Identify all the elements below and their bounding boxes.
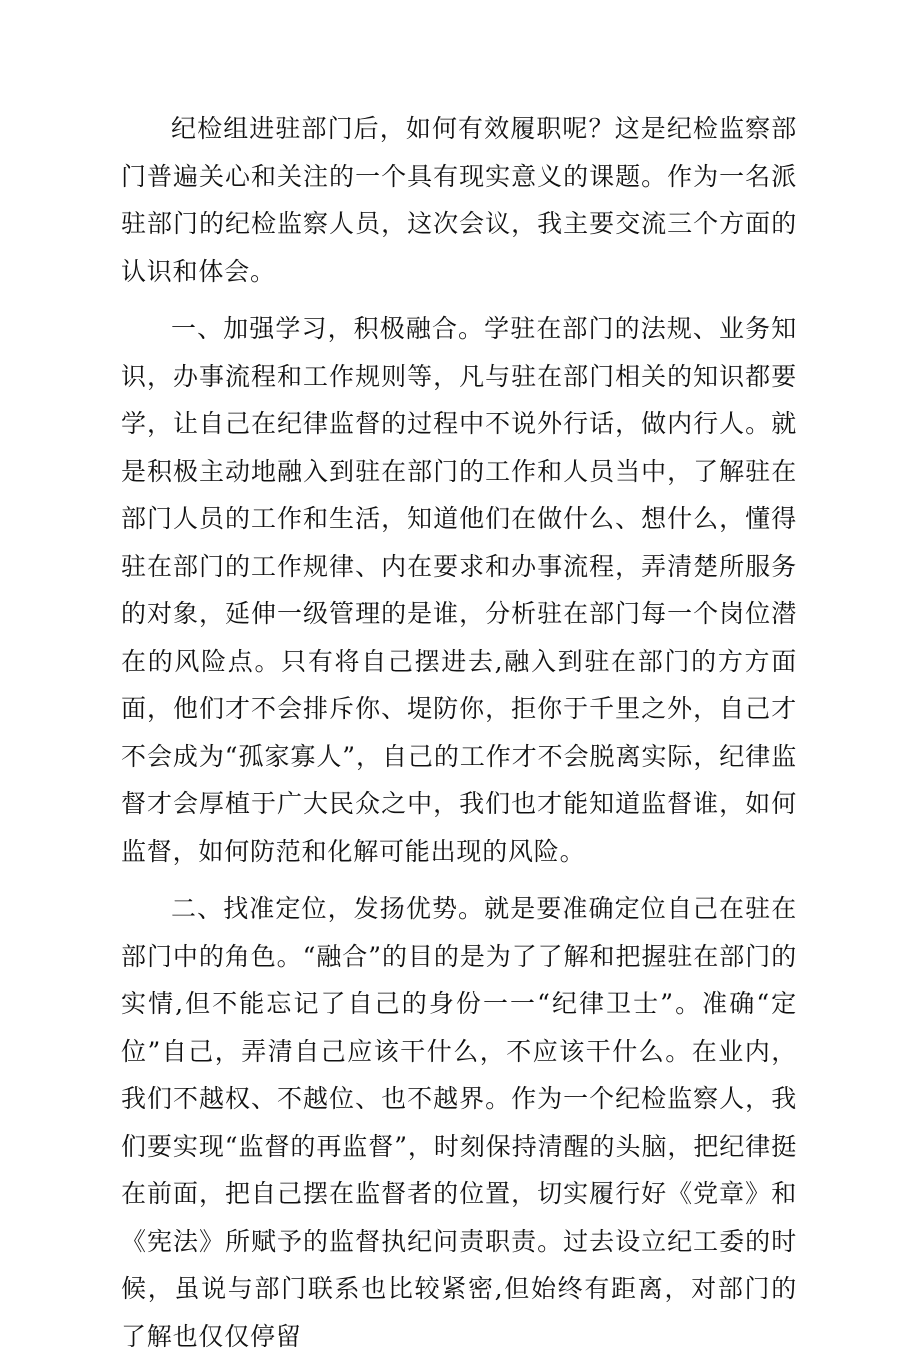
- document-body: [121, 105, 797, 1370]
- paragraph-section-two: 二、找准定位，发扬优势。就是要准确定位自己在驻在部门中的角色。“融合”的目的是为了了解和把握驻在部门的实情,但不能忘记了自己的身份一一“纪律卫士”。准确“定位”自己，弄清自己应该干什么，不应该干什么。在业内，我们不越权、不越位、也不越界。作为一个纪检监察人，我们要实现“监督的再监督”，时刻保持清醒的头脑，把纪律挺在前面，把自己摆在监督者的位置，切实履行好《党章》和《宪法》所赋予的监督执纪问责职责。过去设立纪工委的时候，虽说与部门联系也比较紧密,但始终有距离，对部门的了解也仅仅停留: [121, 894, 797, 1351]
- paragraph-intro: 纪检组进驻部门后，如何有效履职呢？这是纪检监察部门普遍关心和关注的一个具有现实意义的课题。作为一名派驻部门的纪检监察人员，这次会议，我主要交流三个方面的认识和体会。: [121, 114, 797, 286]
- paragraph-section-one: 一、加强学习，积极融合。学驻在部门的法规、业务知识，办事流程和工作规则等，凡与驻在部门相关的知识都要学，让自己在纪律监督的过程中不说外行话，做内行人。就是积极主动地融入到驻在部门的工作和人员当中，了解驻在部门人员的工作和生活，知道他们在做什么、想什么，懂得驻在部门的工作规律、内在要求和办事流程，弄清楚所服务的对象，延伸一级管理的是谁，分析驻在部门每一个岗位潜在的风险点。只有将自己摆进去,融入到驻在部门的方方面面，他们才不会排斥你、堤防你，拒你于千里之外，自己才不会成为“孤家寡人”，自己的工作才不会脱离实际，纪律监督才会厚植于广大民众之中，我们也才能知道监督谁，如何监督，如何防范和化解可能出现的风险。: [121, 314, 797, 866]
